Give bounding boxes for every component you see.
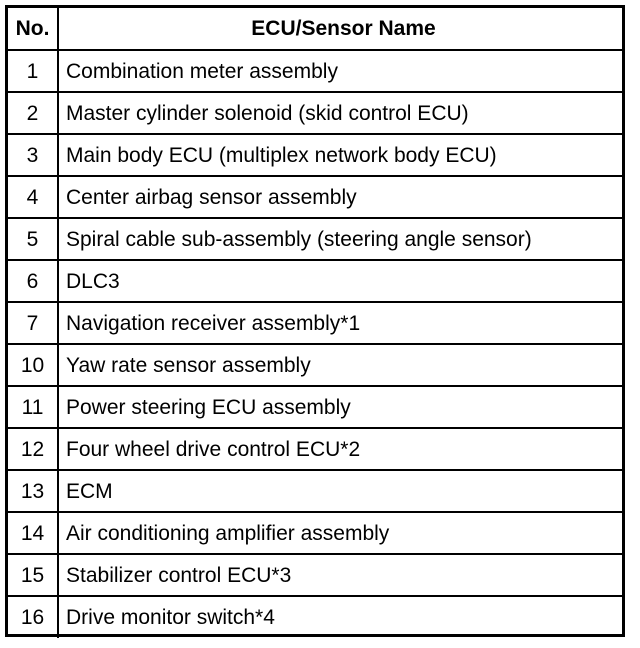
ecu-sensor-name-cell: Drive monitor switch*4: [58, 596, 622, 638]
ecu-sensor-name-cell: Four wheel drive control ECU*2: [58, 428, 622, 470]
table-row: [8, 428, 622, 470]
row-number-cell: 4: [8, 176, 58, 218]
row-number-cell: 3: [8, 134, 58, 176]
ecu-sensor-name-cell: Master cylinder solenoid (skid control ECU): [58, 92, 622, 134]
table-row: [8, 92, 622, 134]
ecu-sensor-name-cell: Spiral cable sub-assembly (steering angle sensor): [58, 218, 622, 260]
table-row: [8, 50, 622, 92]
ecu-sensor-name-cell: Yaw rate sensor assembly: [58, 344, 622, 386]
row-number-cell: 10: [8, 344, 58, 386]
ecu-sensor-name-cell: Power steering ECU assembly: [58, 386, 622, 428]
ecu-sensor-name-cell: Navigation receiver assembly*1: [58, 302, 622, 344]
table-row: [8, 260, 622, 302]
ecu-sensor-name-cell: Air conditioning amplifier assembly: [58, 512, 622, 554]
table-row: [8, 596, 622, 638]
ecu-sensor-table-frame: [5, 5, 625, 637]
ecu-sensor-name-cell: ECM: [58, 470, 622, 512]
table-row: [8, 176, 622, 218]
table-row: [8, 134, 622, 176]
table-row: [8, 512, 622, 554]
ecu-sensor-name-cell: Stabilizer control ECU*3: [58, 554, 622, 596]
header-ecu-sensor-name: ECU/Sensor Name: [58, 8, 622, 50]
table-row: [8, 470, 622, 512]
row-number-cell: 5: [8, 218, 58, 260]
table-body: [8, 50, 622, 638]
row-number-cell: 13: [8, 470, 58, 512]
ecu-sensor-name-cell: Center airbag sensor assembly: [58, 176, 622, 218]
ecu-sensor-name-cell: Main body ECU (multiplex network body ECU): [58, 134, 622, 176]
row-number-cell: 12: [8, 428, 58, 470]
table-row: [8, 218, 622, 260]
ecu-sensor-table: [8, 8, 622, 638]
table-row: [8, 344, 622, 386]
ecu-sensor-name-cell: DLC3: [58, 260, 622, 302]
row-number-cell: 2: [8, 92, 58, 134]
row-number-cell: 7: [8, 302, 58, 344]
row-number-cell: 16: [8, 596, 58, 638]
header-no: No.: [8, 8, 58, 50]
ecu-sensor-name-cell: Combination meter assembly: [58, 50, 622, 92]
table-row: [8, 302, 622, 344]
table-header-row: [8, 8, 622, 50]
row-number-cell: 11: [8, 386, 58, 428]
row-number-cell: 1: [8, 50, 58, 92]
row-number-cell: 15: [8, 554, 58, 596]
row-number-cell: 6: [8, 260, 58, 302]
table-row: [8, 554, 622, 596]
table-row: [8, 386, 622, 428]
row-number-cell: 14: [8, 512, 58, 554]
